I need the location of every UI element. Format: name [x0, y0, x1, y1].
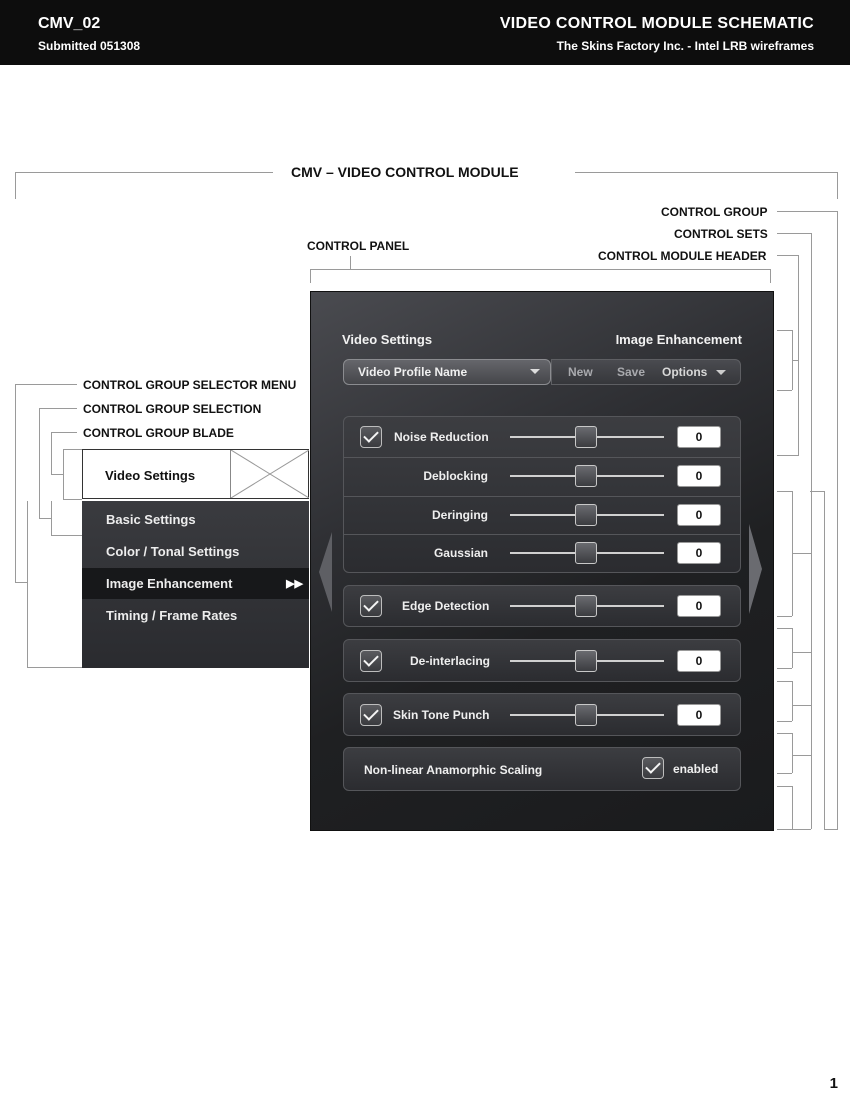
blade-title: Video Settings [105, 468, 196, 483]
slider-thumb[interactable] [575, 504, 597, 526]
module-label: CMV – VIDEO CONTROL MODULE [291, 164, 519, 180]
bracket-line [777, 211, 837, 212]
bracket-line [51, 501, 52, 535]
slider-thumb[interactable] [575, 595, 597, 617]
noise-reduction-checkbox[interactable] [360, 426, 382, 448]
bracket-line [824, 829, 838, 830]
bracket-line [15, 384, 77, 385]
bracket-line [792, 652, 811, 653]
module-header-label: CONTROL MODULE HEADER [598, 249, 767, 263]
scaling-state-label: enabled [673, 762, 719, 776]
submitted-date: Submitted 051308 [38, 39, 141, 53]
control-set-scaling [343, 747, 741, 791]
bracket-line [39, 408, 77, 409]
bracket-line [63, 449, 82, 450]
bracket-line [51, 432, 52, 474]
bracket-line [810, 491, 824, 492]
page-number: 1 [829, 1075, 838, 1092]
control-label: Non-linear Anamorphic Scaling [364, 763, 543, 777]
bracket-line [777, 628, 792, 629]
bracket-line [777, 330, 792, 331]
panel-right-title: Image Enhancement [615, 332, 742, 347]
value-field[interactable]: 0 [677, 504, 721, 526]
save-button[interactable]: Save [617, 365, 646, 379]
image-placeholder [230, 450, 309, 498]
slider-thumb[interactable] [575, 465, 597, 487]
bracket-line [51, 535, 82, 536]
skin-tone-checkbox[interactable] [360, 704, 382, 726]
selector-menu-label: CONTROL GROUP SELECTOR MENU [83, 378, 297, 392]
value-field[interactable]: 0 [677, 650, 721, 672]
blade-label: CONTROL GROUP BLADE [83, 426, 234, 440]
bracket-line [792, 628, 793, 668]
bracket-line [811, 233, 812, 829]
doc-title: VIDEO CONTROL MODULE SCHEMATIC [499, 15, 814, 32]
bracket-line [777, 255, 798, 256]
bracket-line [777, 233, 811, 234]
bracket-line [51, 432, 77, 433]
control-label: Edge Detection [402, 599, 490, 613]
bracket-line [824, 491, 825, 829]
bracket-line [777, 786, 792, 787]
bracket-line [310, 269, 311, 283]
bracket-line [51, 474, 63, 475]
control-group-selector-menu [82, 501, 309, 668]
slider-thumb[interactable] [575, 650, 597, 672]
next-arrow-icon[interactable] [749, 524, 763, 614]
chevron-down-icon [530, 369, 540, 374]
bracket-line [798, 255, 799, 455]
bracket-line [15, 384, 16, 582]
control-group-blade[interactable] [82, 449, 309, 499]
deinterlacing-checkbox[interactable] [360, 650, 382, 672]
new-button[interactable]: New [568, 365, 593, 379]
bracket-line [27, 667, 82, 668]
value-field[interactable]: 0 [677, 542, 721, 564]
bracket-line [777, 681, 792, 682]
slider-thumb[interactable] [575, 426, 597, 448]
control-row-noise-reduction [344, 417, 740, 455]
slider-thumb[interactable] [575, 542, 597, 564]
bracket-line [837, 172, 838, 199]
bracket-line [39, 518, 51, 519]
bracket-line [792, 553, 811, 554]
bracket-line [350, 256, 351, 269]
control-set-skin-tone [343, 693, 741, 736]
slider-thumb[interactable] [575, 704, 597, 726]
bracket-line [777, 829, 811, 830]
placeholder-x-icon [231, 450, 309, 498]
menu-item-label: Timing / Frame Rates [106, 608, 238, 623]
bracket-line [63, 449, 64, 499]
doc-id: CMV_02 [38, 15, 101, 32]
bracket-line [770, 269, 771, 283]
menu-item-color-tonal[interactable] [82, 536, 309, 567]
bracket-line [15, 582, 27, 583]
value-field[interactable]: 0 [677, 704, 721, 726]
bracket-line [310, 269, 771, 270]
bracket-line [792, 755, 811, 756]
menu-item-label: Image Enhancement [106, 576, 233, 591]
bracket-line [792, 705, 811, 706]
bracket-line [27, 501, 28, 667]
bracket-line [575, 172, 837, 173]
bracket-line [777, 733, 792, 734]
bracket-line [39, 408, 40, 518]
control-label: Noise Reduction [394, 430, 489, 444]
control-label: Deringing [432, 508, 488, 522]
bracket-line [792, 733, 793, 773]
fast-forward-icon: ▶▶ [286, 578, 303, 590]
control-group-label: CONTROL GROUP [661, 205, 768, 219]
value-field[interactable]: 0 [677, 595, 721, 617]
profile-value: Video Profile Name [358, 365, 468, 379]
control-sets-label: CONTROL SETS [674, 227, 768, 241]
control-set-deinterlacing [343, 639, 741, 682]
menu-item-label: Color / Tonal Settings [106, 544, 240, 559]
control-label: Gaussian [433, 546, 488, 560]
panel-left-title: Video Settings [342, 332, 433, 347]
bracket-line [777, 616, 792, 617]
edge-detection-checkbox[interactable] [360, 595, 382, 617]
control-row-deblocking [344, 457, 740, 495]
control-label: Skin Tone Punch [393, 708, 490, 722]
control-label: Deblocking [423, 469, 488, 483]
bracket-line [777, 390, 792, 391]
bracket-line [777, 721, 792, 722]
menu-item-label: Basic Settings [106, 512, 196, 527]
bracket-line [792, 360, 798, 361]
bracket-line [15, 172, 16, 199]
bracket-line [63, 499, 82, 500]
bracket-line [777, 491, 792, 492]
control-panel [310, 291, 774, 831]
scaling-enabled-checkbox[interactable] [642, 757, 664, 779]
menu-item-basic-settings[interactable] [82, 504, 309, 535]
bracket-line [777, 773, 792, 774]
value-field[interactable]: 0 [677, 426, 721, 448]
control-set-edge [343, 585, 741, 627]
control-panel-label: CONTROL PANEL [307, 239, 410, 253]
control-row-deringing [344, 496, 740, 534]
control-label: De-interlacing [410, 654, 491, 668]
options-button[interactable]: Options [662, 365, 708, 379]
control-set-noise [343, 416, 741, 573]
bracket-line [792, 786, 793, 829]
menu-item-timing-frame-rates[interactable] [82, 600, 309, 631]
profile-button-group [551, 359, 741, 385]
document-header [0, 0, 850, 65]
previous-arrow-icon[interactable] [319, 532, 333, 612]
doc-subtitle: The Skins Factory Inc. - Intel LRB wireframes [556, 39, 814, 53]
value-field[interactable]: 0 [677, 465, 721, 487]
profile-dropdown[interactable] [343, 359, 551, 385]
bracket-line [15, 172, 273, 173]
bracket-line [792, 681, 793, 721]
control-row-gaussian [344, 534, 740, 572]
menu-item-image-enhancement[interactable] [82, 568, 309, 599]
bracket-line [777, 668, 792, 669]
selection-label: CONTROL GROUP SELECTION [83, 402, 262, 416]
bracket-line [777, 455, 799, 456]
bracket-line [837, 211, 838, 829]
chevron-down-icon [716, 370, 726, 375]
